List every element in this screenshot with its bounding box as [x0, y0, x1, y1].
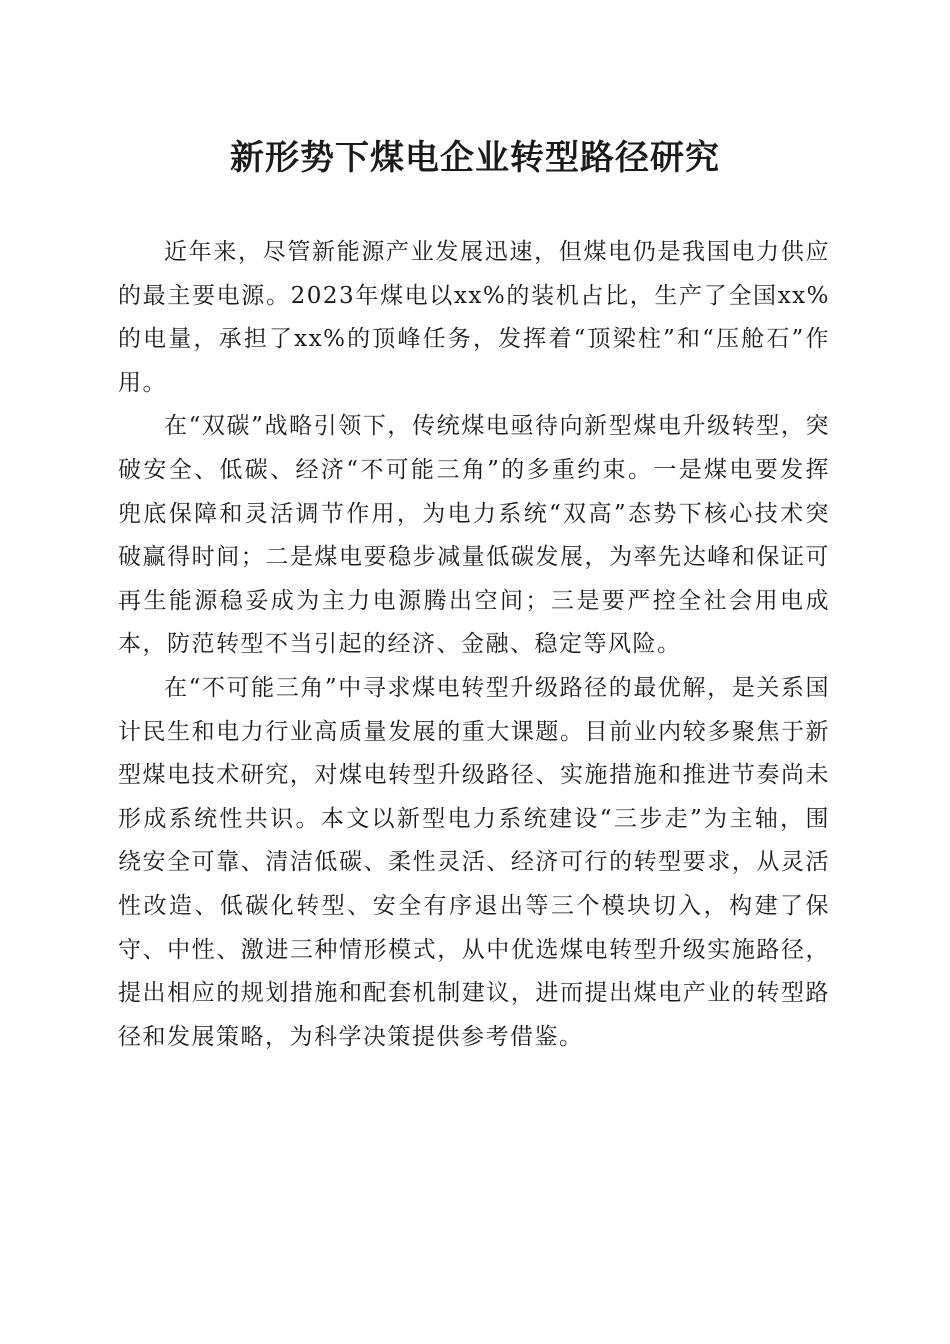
paragraph-research-scope: 在“不可能三角”中寻求煤电转型升级路径的最优解，是关系国计民生和电力行业高质量发展的重大课题。目前业内较多聚焦于新型煤电技术研究，对煤电转型升级路径、实施措施和推进节奏尚未形成系统性共识。本文以新型电力系统建设“三步走”为主轴，围绕安全可靠、清洁低碳、柔性灵活、经济可行的转型要求，从灵活性改造、低碳化转型、安全有序退出等三个模块切入，构建了保守、中性、激进三种情形模式，从中优选煤电转型升级实施路径，提出相应的规划措施和配套机制建议，进而提出煤电产业的转型路径和发展策略，为科学决策提供参考借鉴。 [118, 674, 830, 1050]
paragraph-intro: 近年来，尽管新能源产业发展迅速，但煤电仍是我国电力供应的最主要电源。2023年煤电以xx%的装机占比，生产了全国xx%的电量，承担了xx%的顶峰任务，发挥着“顶梁柱”和“压舱石”作用。 [118, 239, 830, 396]
paragraph-dual-carbon: 在“双碳”战略引领下，传统煤电亟待向新型煤电升级转型，突破安全、低碳、经济“不可能三角”的多重约束。一是煤电要发挥兜底保障和灵活调节作用，为电力系统“双高”态势下核心技术突破赢得时间；二是煤电要稳步减量低碳发展，为率先达峰和保证可再生能源稳妥成为主力电源腾出空间；三是要严控全社会用电成本，防范转型不当引起的经济、金融、稳定等风险。 [118, 413, 830, 658]
document-body [118, 231, 830, 1059]
document-title: 新形势下煤电企业转型路径研究 [230, 138, 720, 178]
